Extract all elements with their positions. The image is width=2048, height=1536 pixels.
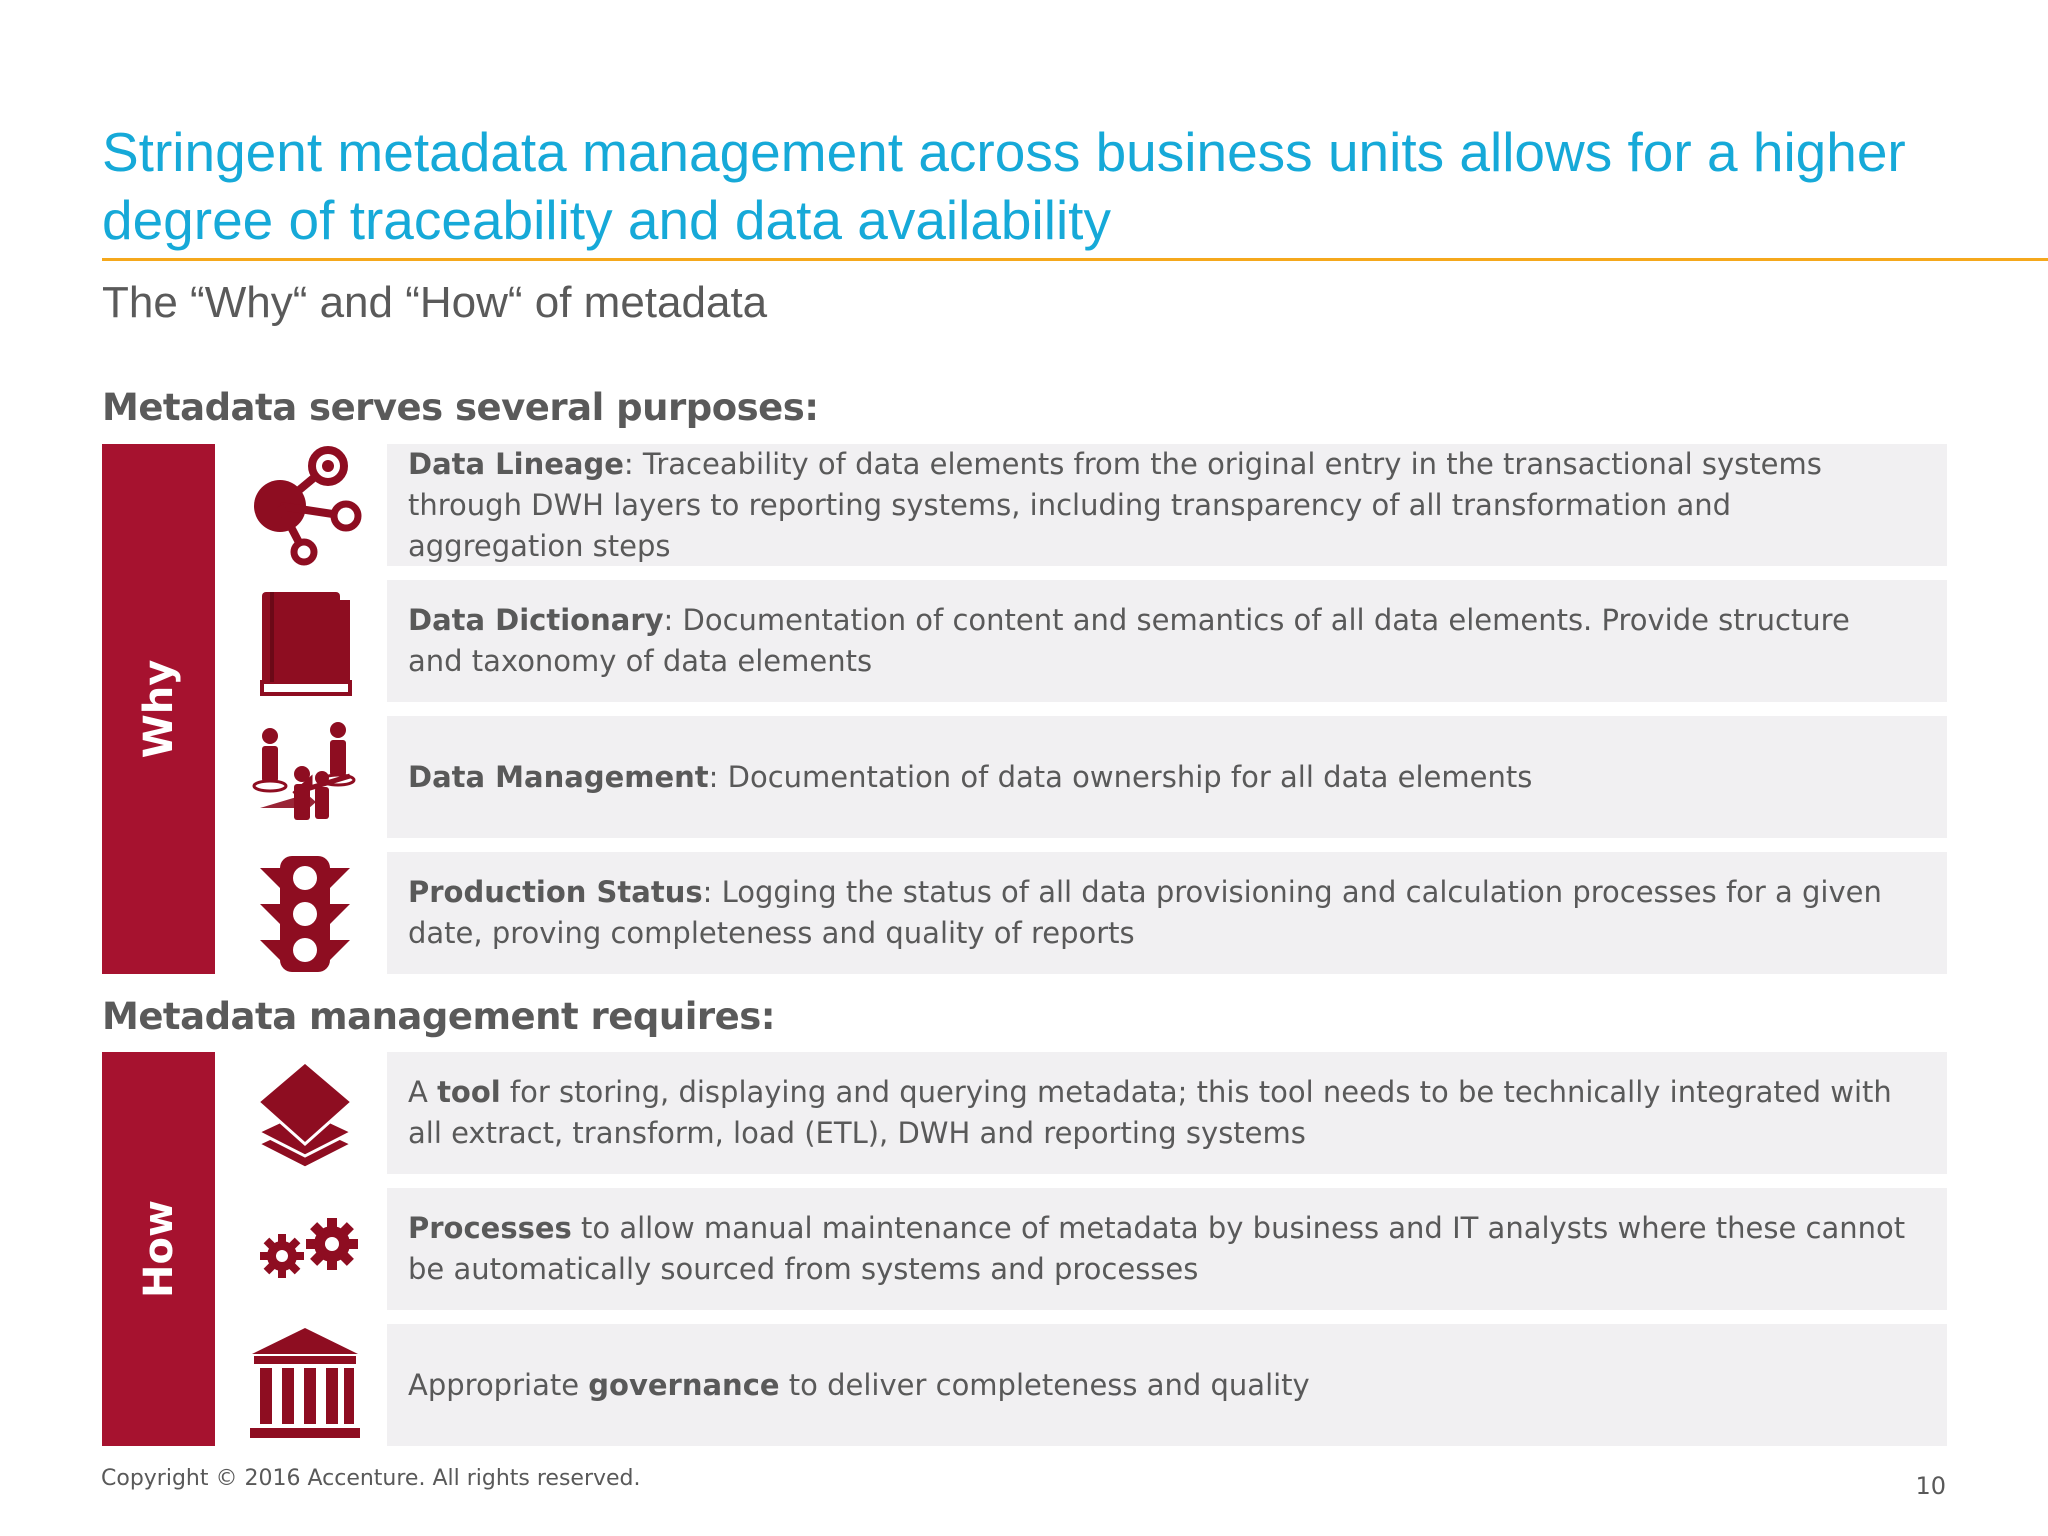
why-row-production-status [387,852,1947,974]
why-row-text: Production Status: Logging the status of all data provisioning and calculation processes for a given date, proving completeness and quality of reports [408,875,1882,950]
why-row-text: Data Management: Documentation of data ownership for all data elements [408,759,1533,794]
slide-subtitle: The “Why“ and “How“ of metadata [102,278,768,327]
why-side-label: Why [135,659,182,759]
layers-icon [240,1052,370,1174]
why-row-text: Data Dictionary: Documentation of content and semantics of all data elements. Provide structure and taxonomy of data elements [408,603,1850,678]
how-side-label: How [135,1200,182,1298]
footer-copyright: Copyright © 2016 Accenture. All rights reserved. [101,1466,641,1491]
traffic-light-icon [240,852,370,974]
slide-title: Stringent metadata management across business units allows for a higher degree of traceability and data availability [102,121,1906,251]
why-row-text: Data Lineage: Traceability of data elements from the original entry in the transactional systems through DWH layers to reporting systems, including transparency of all transformation and aggregation steps [408,446,1822,563]
how-side-bar [102,1052,215,1446]
book-icon [240,580,370,702]
how-row-governance [387,1324,1947,1446]
title-divider [102,258,2048,261]
why-row-data-lineage [387,444,1947,566]
page-number: 10 [1915,1472,1946,1500]
gears-icon [240,1188,370,1310]
why-section-heading: Metadata serves several purposes: [102,386,819,429]
lineage-share-icon [240,444,370,566]
institution-icon [240,1324,370,1446]
how-row-text: Processes to allow manual maintenance of metadata by business and IT analysts where these cannot be automatically sourced from systems and processes [408,1211,1906,1286]
people-exchange-icon [240,716,370,838]
how-row-text: A tool for storing, displaying and querying metadata; this tool needs to be technically integrated with all extract, transform, load (ETL), DWH and reporting systems [408,1075,1892,1150]
how-row-text: Appropriate governance to deliver completeness and quality [408,1367,1310,1402]
why-row-data-management [387,716,1947,838]
why-row-data-dictionary [387,580,1947,702]
why-side-bar [102,444,215,974]
how-row-tool [387,1052,1947,1174]
how-section-heading: Metadata management requires: [102,995,776,1038]
how-row-processes [387,1188,1947,1310]
